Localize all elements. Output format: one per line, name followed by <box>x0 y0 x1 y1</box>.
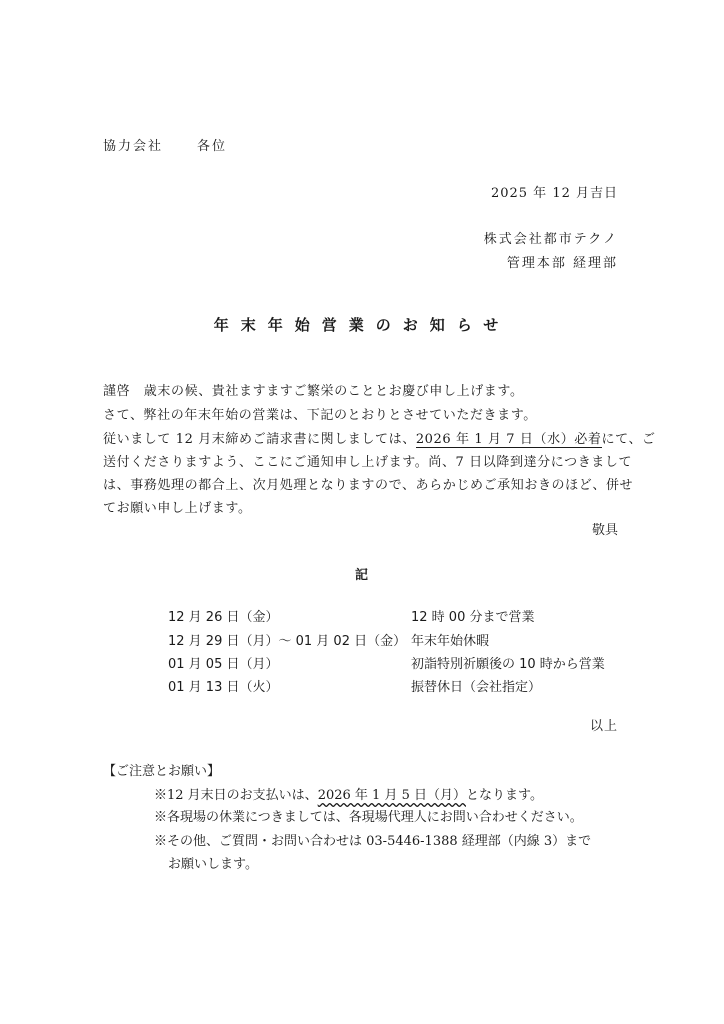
note-1 <box>154 784 543 803</box>
body-line-6: てお願い申し上げます。 <box>103 501 252 516</box>
schedule-desc: 振替休日（会社指定） <box>411 680 542 695</box>
schedule-date: 01 月 13 日（火） <box>168 680 279 695</box>
ki-heading: 記 <box>355 568 369 583</box>
note-1-pre: ※12 月末日のお支払いは、 <box>154 788 318 803</box>
body-line-3 <box>103 428 656 447</box>
body-line-5: は、事務処理の都合上、次月処理となりますので、あらかじめご承知おきのほど、併せ <box>103 478 634 493</box>
end-mark: 以上 <box>589 719 618 734</box>
document-date: 2025 年 12 月吉日 <box>490 186 618 201</box>
recipient-org: 協力会社 <box>103 139 164 154</box>
department-name: 管理本部 経理部 <box>506 256 618 271</box>
schedule-desc: 初詣特別祈願後の 10 時から営業 <box>411 657 605 672</box>
body-line-4: 送付くださりますよう、ここにご通知申し上げます。尚、7 日以降到達分につきまして <box>103 455 633 470</box>
schedule-date: 12 月 29 日（月）～ 01 月 02 日（金） <box>168 634 407 649</box>
schedule-desc: 年末年始休暇 <box>411 634 490 649</box>
body-line-1: 謹啓 歳末の候、貴社ますますご繁栄のこととお慶び申し上げます。 <box>103 384 524 399</box>
body-line-3-post: にて、ご <box>601 432 656 447</box>
body-line-2: さて、弊社の年末年始の営業は、下記のとおりとさせていただきます。 <box>103 408 537 423</box>
schedule-date: 12 月 26 日（金） <box>168 610 279 625</box>
deadline-underlined: 2026 年 1 月 7 日（水）必着 <box>415 432 602 447</box>
note-1-post: となります。 <box>465 788 543 803</box>
page-title: 年末年始営業のお知らせ <box>213 316 511 334</box>
note-2: ※各現場の休業につきましては、各現場代理人にお問い合わせください。 <box>154 810 583 825</box>
schedule-date: 01 月 05 日（月） <box>168 657 279 672</box>
body-line-3-pre: 従いまして 12 月末締めご請求書に関しましては、 <box>103 432 416 447</box>
closing-keigu: 敬具 <box>591 523 618 538</box>
note-3: ※その他、ご質問・お問い合わせは 03-5446-1388 経理部（内線 3）まで <box>154 834 592 849</box>
notes-heading: 【ご注意とお願い】 <box>103 764 221 779</box>
payment-date-underlined: 2026 年 1 月 5 日（月） <box>317 788 466 803</box>
recipient-line <box>103 135 227 154</box>
schedule-desc: 12 時 00 分まで営業 <box>411 610 535 625</box>
note-3-cont: お願いします。 <box>168 857 258 872</box>
company-name: 株式会社都市テクノ <box>483 232 618 247</box>
recipient-suffix: 各位 <box>197 139 228 154</box>
